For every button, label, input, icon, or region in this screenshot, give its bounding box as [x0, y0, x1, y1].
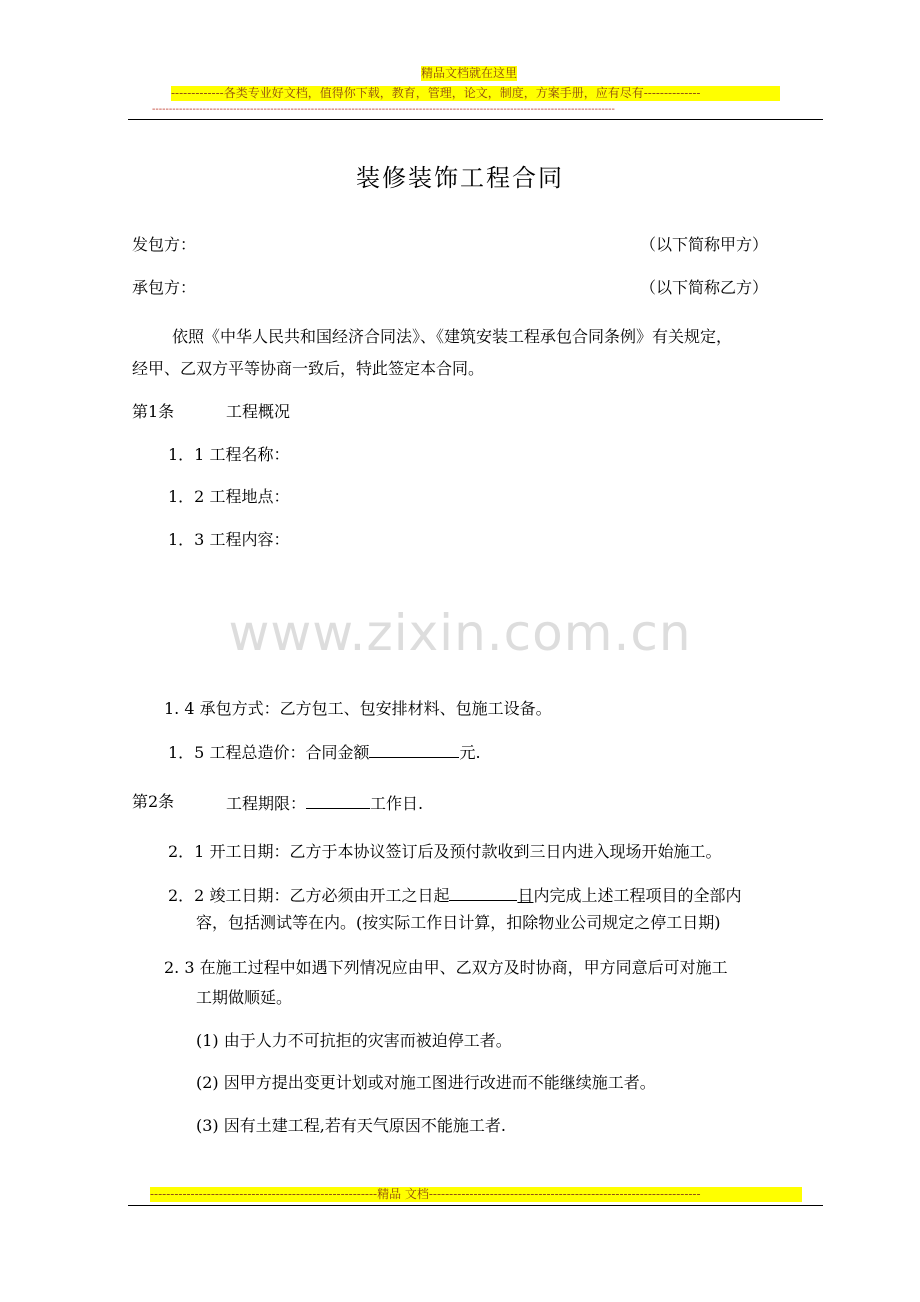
- article-2-unit: 工作日.: [370, 794, 424, 813]
- intro-line-1: 依照《中华人民共和国经济合同法》、《建筑安装工程承包合同条例》有关规定，: [172, 327, 733, 346]
- condition-3: (3) 因有土建工程,若有天气原因不能施工者.: [196, 1116, 506, 1135]
- footer-rule: [128, 1205, 823, 1206]
- article-2-label: 工程期限：: [226, 794, 307, 813]
- condition-1: (1) 由于人力不可抗拒的灾害而被迫停工者。: [196, 1031, 512, 1050]
- item-2-3-line-1: 2. 3 在施工过程中如遇下列情况应由甲、乙双方及时协商，甲方同意后可对施工: [164, 958, 728, 977]
- party-a-note: （以下简称甲方）: [640, 235, 769, 254]
- work-days-blank: [306, 792, 370, 809]
- item-2-2-line-2: 容，包括测试等在内。(按实际工作日计算，扣除物业公司规定之停工日期): [196, 913, 721, 932]
- item-1-4: 1. 4 承包方式：乙方包工、包安排材料、包施工设备。: [164, 699, 552, 718]
- page-title: 装修装饰工程合同: [356, 164, 564, 192]
- item-1-1: 1．1 工程名称：: [168, 445, 290, 464]
- footer-banner: --------------------------------------------------------精品 文档-------------------------------------------------------------------: [150, 1187, 802, 1202]
- item-2-2-day: 日: [517, 886, 534, 905]
- header-rule: [128, 119, 823, 120]
- intro-line-2: 经甲、乙双方平等协商一致后，特此签定本合同。: [132, 359, 485, 378]
- item-1-3: 1．3 工程内容：: [168, 530, 290, 549]
- completion-days-blank: [449, 884, 517, 901]
- article-1-title: 工程概况: [226, 402, 291, 421]
- header-top-label: 精品文档就在这里: [421, 66, 518, 80]
- item-1-5-text: 1．5 工程总造价：合同金额: [168, 743, 370, 762]
- item-1-5: [168, 741, 481, 763]
- item-2-2-text: 2．2 竣工日期：乙方必须由开工之日起: [168, 886, 450, 905]
- item-2-3-line-2: 工期做顺延。: [196, 988, 293, 1007]
- item-1-5-unit: 元.: [459, 743, 481, 762]
- item-2-2-text-rest: 内完成上述工程项目的全部内: [533, 886, 742, 905]
- article-2-title: [226, 792, 423, 814]
- article-2-number: 第2条: [132, 792, 175, 811]
- contract-amount-blank: [369, 741, 459, 758]
- header-dashes: -----------------------------------------------------------------------------------------------------------------------------------------: [152, 104, 615, 115]
- header-banner: -------------各类专业好文档，值得你下载，教育，管理，论文，制度，方案手册，应有尽有--------------: [171, 86, 780, 101]
- item-2-2: [168, 884, 741, 906]
- condition-2: (2) 因甲方提出变更计划或对施工图进行改进而不能继续施工者。: [196, 1073, 656, 1092]
- watermark: www.zixin.com.cn: [228, 604, 692, 662]
- party-b-label: 承包方：: [132, 278, 197, 297]
- item-1-2: 1．2 工程地点：: [168, 487, 290, 506]
- party-b-note: （以下简称乙方）: [640, 278, 769, 297]
- item-2-1: 2．1 开工日期：乙方于本协议签订后及预付款收到三日内进入现场开始施工。: [168, 842, 722, 861]
- party-a-label: 发包方：: [132, 235, 197, 254]
- article-1-number: 第1条: [132, 402, 175, 421]
